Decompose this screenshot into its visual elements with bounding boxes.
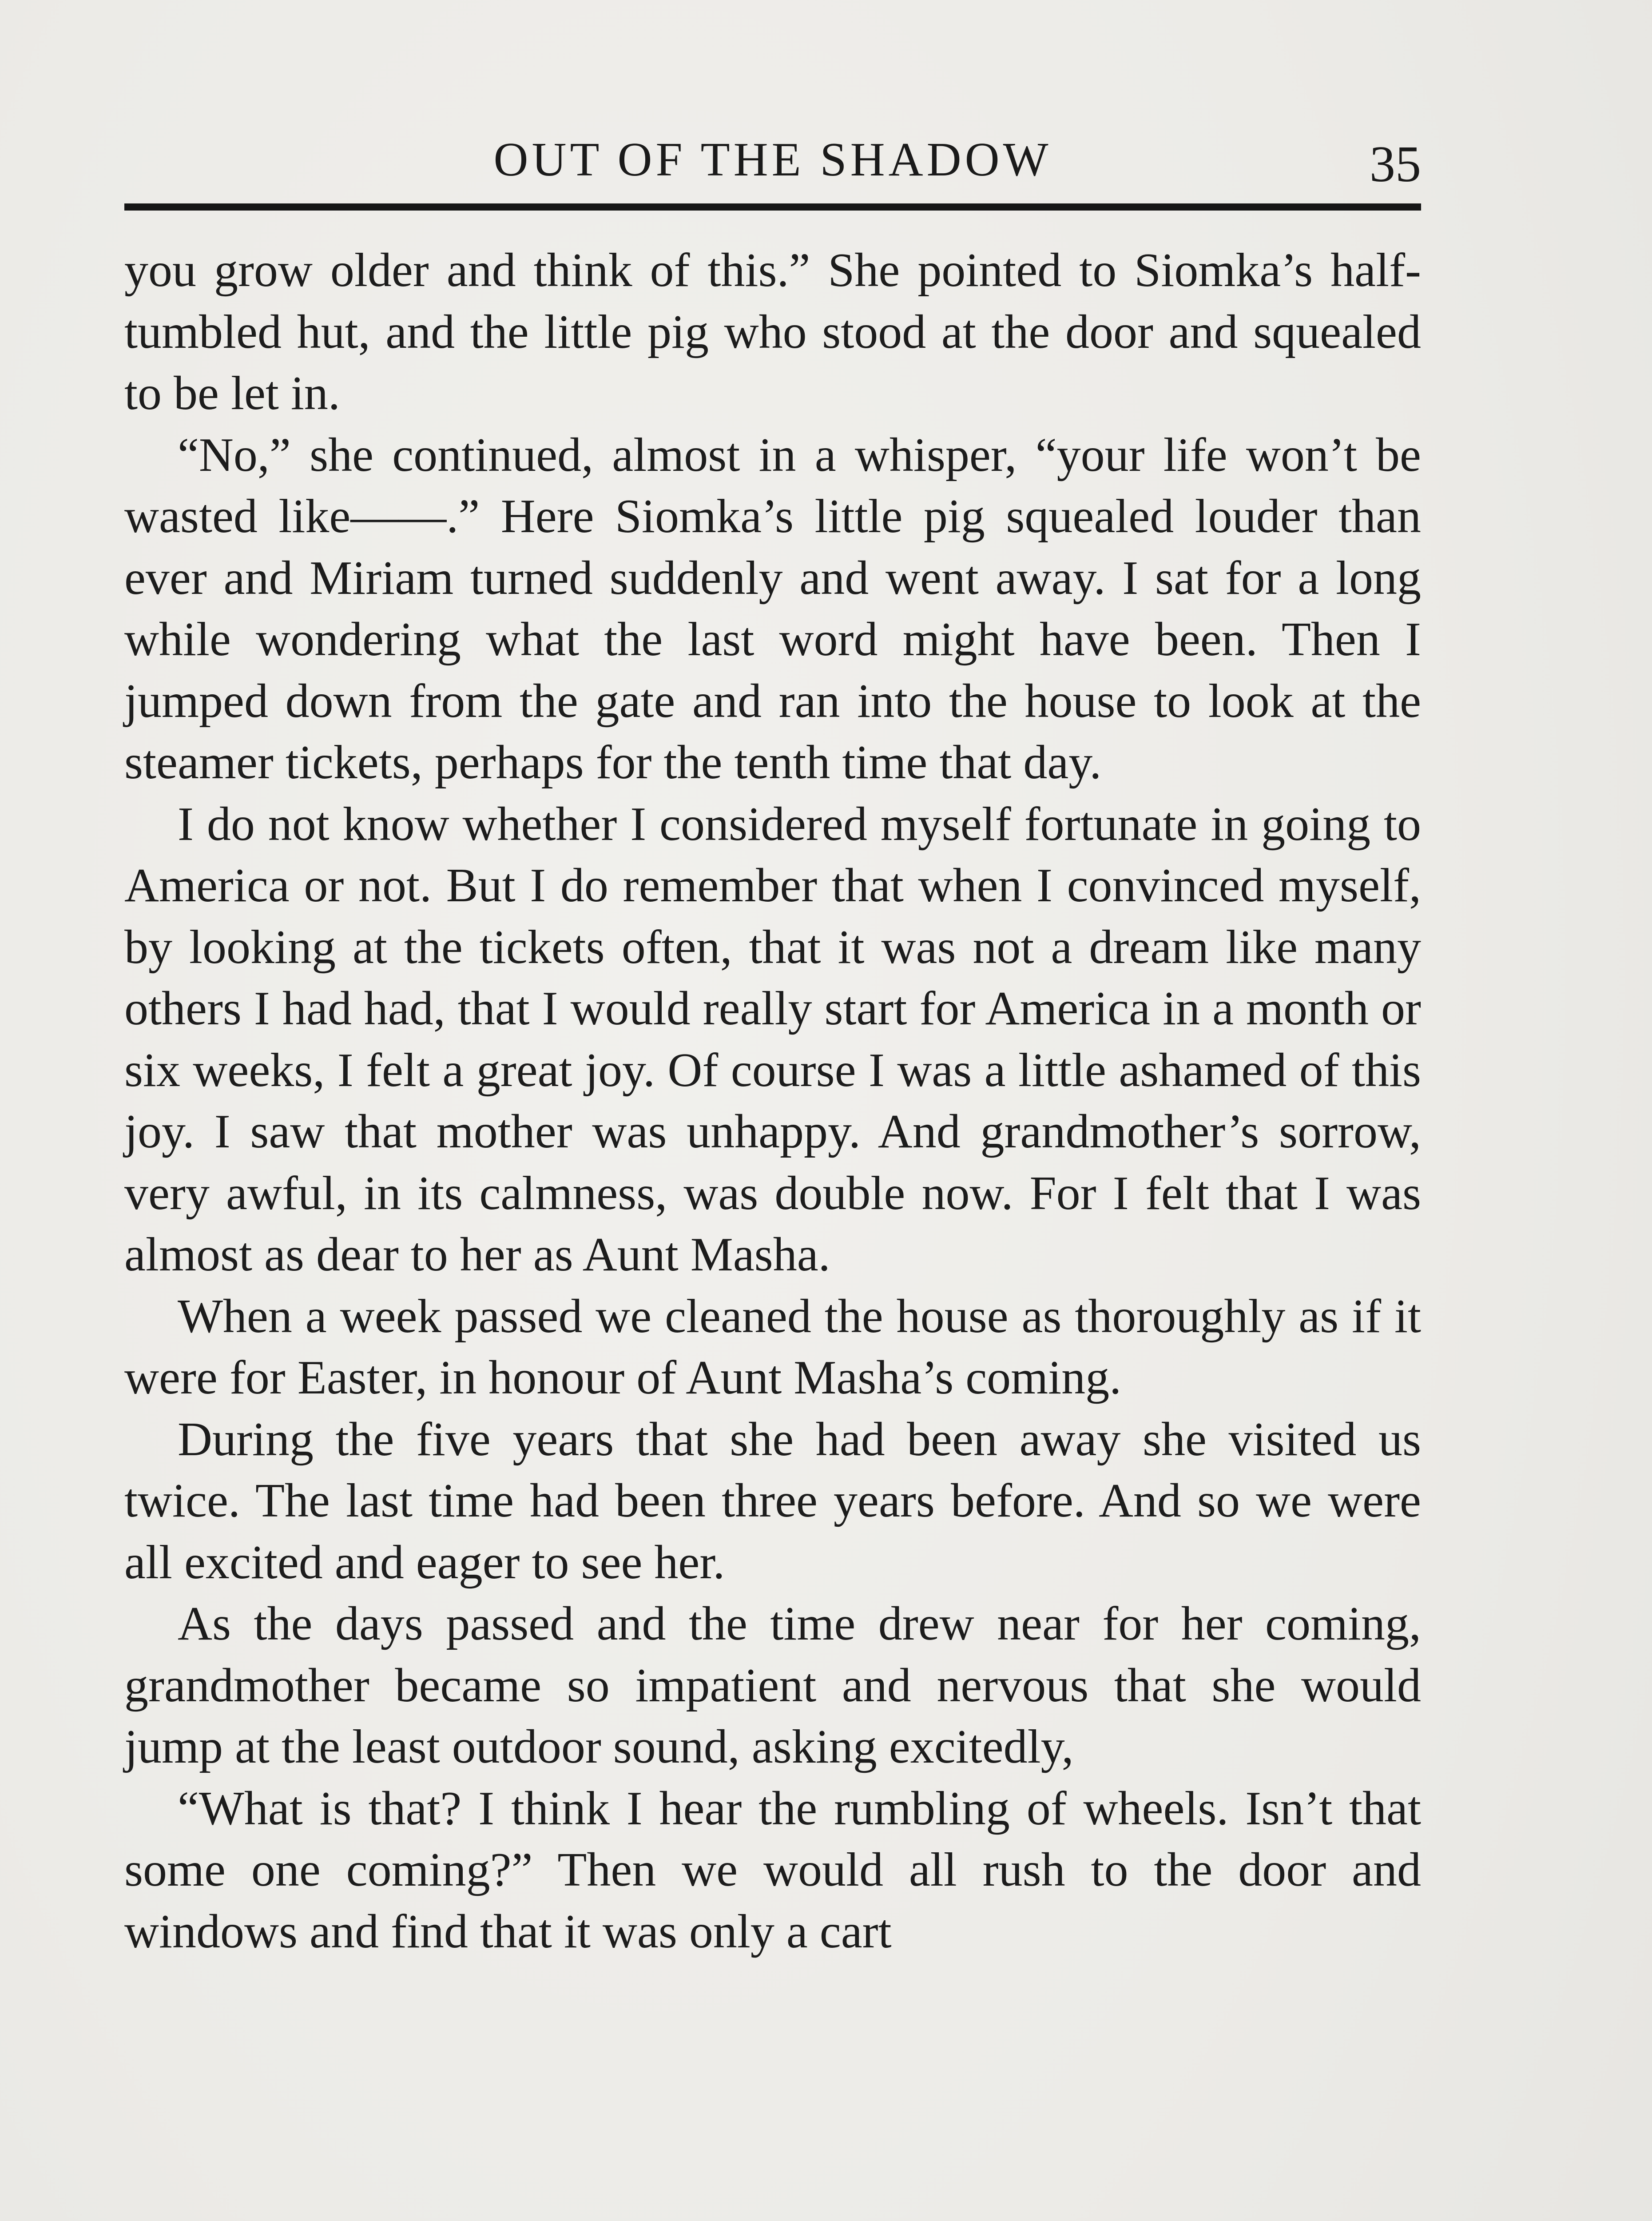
paragraph: I do not know whether I considered myself fortunate in going to America or not. But I do remember that when I convinced myself, by looking at the tickets often, that it was not a dream like many others I had had, that I would really start for America in a month or six weeks, I felt a great joy. Of course I was a little ashamed of this joy. I saw that mother was unhappy. And grandmother’s sorrow, very awful, in its calmness, was double now. For I felt that I was almost as dear to her as Aunt Masha. bbox=[124, 797, 1421, 1281]
paragraph: As the days passed and the time drew near for her coming, grandmother became so impatient and nervous that she would jump at the least outdoor sound, asking excitedly, bbox=[124, 1597, 1421, 1773]
body-text bbox=[124, 240, 1421, 1962]
paragraph: “What is that? I think I hear the rumbling of wheels. Isn’t that some one coming?” Then we would all rush to the door and windows and find that it was only a cart bbox=[124, 1782, 1421, 1958]
paragraph: “No,” she continued, almost in a whisper, “your life won’t be wasted like——.” Here Siomka’s little pig squealed louder than ever and Miriam turned suddenly and went away. I sat for a long while wondering what the last word might have been. Then I jumped down from the gate and ran into the house to look at the steamer tickets, perhaps for the tenth time that day. bbox=[124, 428, 1421, 789]
paragraph: When a week passed we cleaned the house as thoroughly as if it were for Easter, in honour of Aunt Masha’s coming. bbox=[124, 1290, 1421, 1404]
page-number: 35 bbox=[1370, 136, 1421, 193]
page-header bbox=[124, 129, 1421, 200]
header-rule bbox=[124, 203, 1421, 211]
running-title: OUT OF THE SHADOW bbox=[493, 133, 1052, 186]
paragraph: During the five years that she had been away she visited us twice. The last time had been three years before. And so we were all excited and eager to see her. bbox=[124, 1413, 1421, 1589]
paragraph: you grow older and think of this.” She pointed to Siomka’s half-tumbled hut, and the little pig who stood at the door and squealed to be let in. bbox=[124, 244, 1421, 420]
